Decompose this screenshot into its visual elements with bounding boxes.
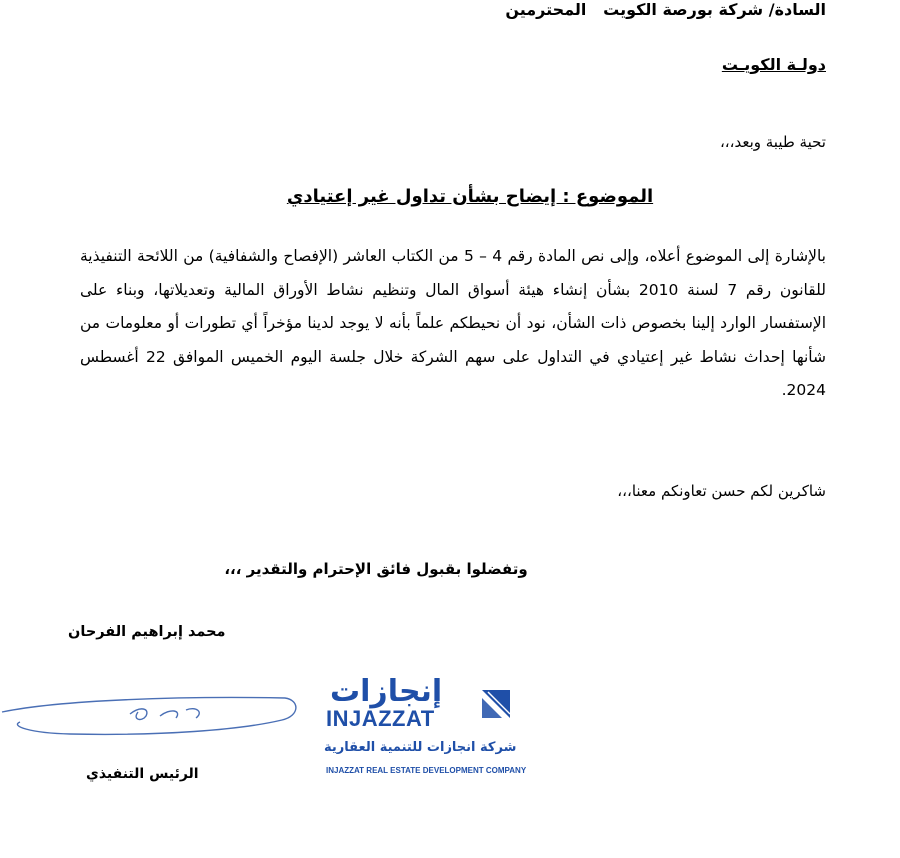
letter-body: بالإشارة إلى الموضوع أعلاه، وإلى نص المادة رقم 4 – 5 من الكتاب العاشر (الإفصاح والشفافية) من اللائحة التنفيذية للقانون رقم 7 لسنة 2010 بشأن إنشاء هيئة أسواق المال وتنظيم نشاط الأوراق المالية وتعديلاتها، وبناء على الإستفسار الوارد إلينا بخصوص ذات الشأن، نود أن نحيطكم علماً بأنه لا يوجد لدينا مؤخراً أي تطورات أو معلومات من شأنها إحداث نشاط غير إعتيادي في التداول على سهم الشركة خلال جلسة اليوم الخميس الموافق 22 أغسطس 2024. — [80, 247, 826, 399]
logo-english: INJAZZAT — [326, 706, 435, 731]
signer-title: الرئيس التنفيذي — [86, 766, 199, 782]
thanks-line: شاكرين لكم حسن تعاونكم معنا،،، — [617, 482, 826, 500]
company-name-arabic: شركة انجازات للتنمية العقارية — [324, 740, 517, 755]
greeting: تحية طيبة وبعد،،، — [719, 133, 826, 151]
country-line: دولـة الكويـت — [721, 55, 826, 74]
logo-arabic: إنجازات — [330, 674, 443, 709]
subject-line: الموضوع : إيضاح بشأن تداول غير إعتيادي — [286, 186, 654, 207]
recipient-line: السادة/ شركة بورصة الكويت المحترمين — [505, 0, 826, 19]
closing-line: وتفضلوا بقبول فائق الإحترام والتقدير ،،، — [224, 560, 528, 578]
handwritten-signature — [0, 686, 300, 746]
company-name-english: INJAZZAT REAL ESTATE DEVELOPMENT COMPANY — [326, 766, 527, 775]
company-logo-mark — [478, 684, 514, 724]
signer-name: محمد إبراهيم الفرحان — [68, 624, 226, 640]
